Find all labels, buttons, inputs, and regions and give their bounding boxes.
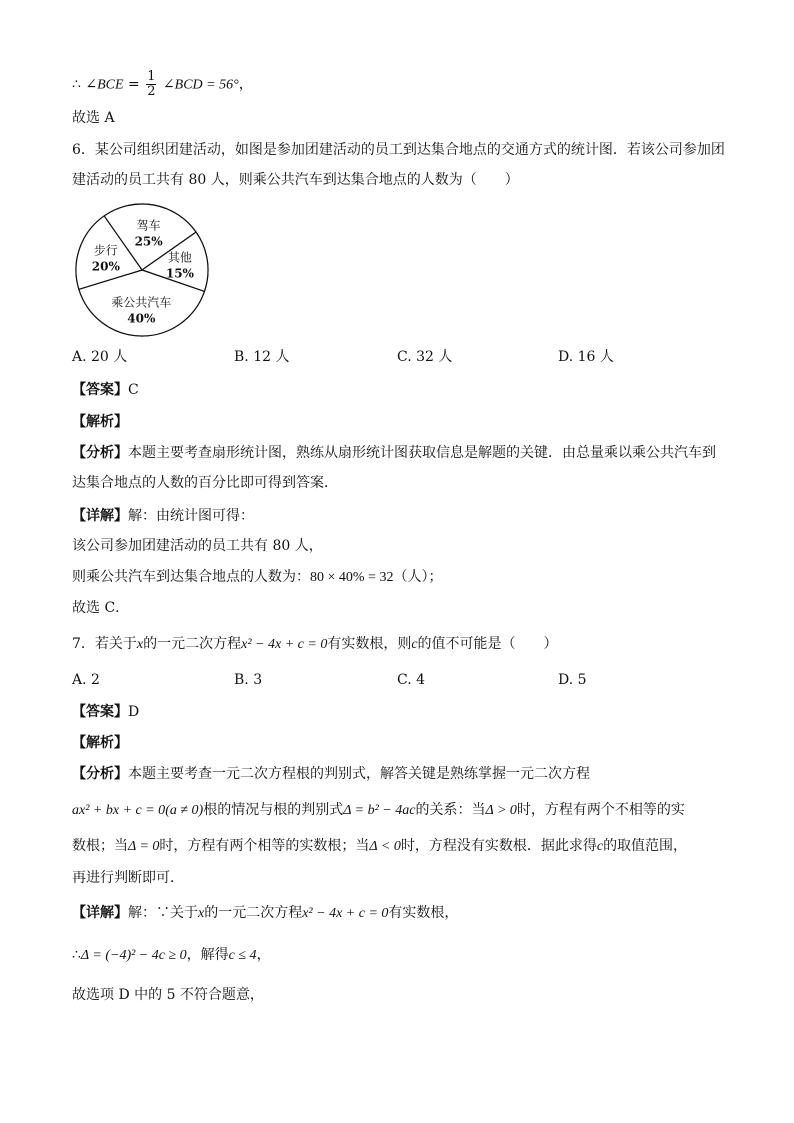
comma: ， bbox=[238, 76, 253, 93]
answer-tag: 【答案】 bbox=[72, 382, 128, 398]
discriminant-calc: Δ = (−4)² − 4c ≥ 0 bbox=[80, 948, 187, 963]
q7-option-d: D. 5 bbox=[558, 672, 587, 688]
q7-fenxi-line3 bbox=[72, 836, 687, 857]
fenxi-tag: 【分析】 bbox=[72, 766, 128, 782]
pie-slice-percent: 40% bbox=[127, 311, 156, 326]
xiangjie-tag: 【详解】 bbox=[72, 508, 128, 524]
angle-bcd: ∠BCD = 56° bbox=[162, 77, 239, 93]
fenxi-text: 数根；当 bbox=[72, 838, 128, 854]
q7-stem-text: 的值不可能是（ ） bbox=[417, 636, 558, 652]
pie-slice-label: 其他 bbox=[167, 250, 192, 265]
var-x: x bbox=[198, 906, 205, 921]
q7-xiangjie-line2 bbox=[72, 945, 271, 966]
fraction-numerator: 1 bbox=[147, 69, 156, 84]
q7-xiangjie-line1 bbox=[72, 903, 458, 924]
fenxi-tag: 【分析】 bbox=[72, 445, 128, 461]
var-x: x bbox=[136, 637, 144, 652]
q6-option-a: A. 20 人 bbox=[72, 349, 128, 365]
q7-conclusion: 故选项 D 中的 5 不符合题意， bbox=[72, 987, 264, 1003]
q6-xiangjie-line2: 该公司参加团建活动的员工共有 80 人， bbox=[72, 538, 323, 554]
q6-choice-line: 故选 C． bbox=[72, 600, 130, 616]
xiangjie-text: 解：∵关于 bbox=[128, 905, 198, 921]
q6-fenxi-line1 bbox=[72, 443, 716, 463]
fenxi-text: 本题主要考查一元二次方程根的判别式，解答关键是熟练掌握一元二次方程 bbox=[128, 766, 590, 782]
q7-stem bbox=[72, 634, 558, 655]
xiangjie-text: ， bbox=[256, 947, 271, 963]
xiangjie-text: 有实数根， bbox=[388, 905, 459, 921]
q6-stem-line1: 6．某公司组织团建活动，如图是参加团建活动的员工到达集合地点的交通方式的统计图．若该公司参加团 bbox=[72, 142, 725, 158]
var-c: c bbox=[596, 839, 604, 854]
fenxi-text: 的取值范围， bbox=[603, 838, 688, 854]
q6-fenxi-line2: 达集合地点的人数的百分比即可得到答案． bbox=[72, 475, 338, 491]
q6-stem-line2: 建活动的员工共有 80 人，则乘公共汽车到达集合地点的人数为（ ） bbox=[72, 172, 519, 188]
q6-xiangjie-line1 bbox=[72, 506, 254, 526]
xiangjie-text: 则乘公共汽车到达集合地点的人数为： bbox=[72, 569, 310, 585]
q7-analysis-tag: 【解析】 bbox=[72, 735, 128, 751]
pie-slice-percent: 25% bbox=[134, 234, 163, 249]
q7-option-c: C. 4 bbox=[397, 672, 426, 688]
discriminant: Δ = b² − 4ac bbox=[343, 803, 416, 818]
pie-slice-percent: 15% bbox=[165, 266, 194, 281]
xiangjie-text: 解：由统计图可得： bbox=[128, 508, 254, 524]
fenxi-text: 时，方程没有实数根．据此求得 bbox=[400, 838, 597, 854]
quadratic-equation: x² − 4x + c = 0 bbox=[302, 906, 389, 921]
q7-stem-text: 有实数根，则 bbox=[327, 636, 412, 652]
fraction-denominator: 2 bbox=[147, 84, 156, 99]
delta-zero: Δ = 0 bbox=[128, 839, 160, 854]
q6-option-d: D. 16 人 bbox=[558, 349, 614, 365]
q7-fenxi-line4: 再进行判断即可． bbox=[72, 870, 184, 886]
delta-positive: Δ > 0 bbox=[485, 803, 517, 818]
q6-option-c: C. 32 人 bbox=[397, 349, 453, 365]
q7-stem-text: 的一元二次方程 bbox=[143, 636, 242, 652]
quadratic-equation: x² − 4x + c = 0 bbox=[241, 637, 328, 652]
angle-bce: ∠BCE bbox=[85, 77, 124, 93]
therefore-symbol: ∴ bbox=[72, 76, 81, 93]
xiangjie-tag: 【详解】 bbox=[72, 905, 128, 921]
q7-fenxi-line2 bbox=[72, 800, 685, 821]
fenxi-text: 根的情况与根的判别式 bbox=[203, 802, 344, 818]
answer-tag: 【答案】 bbox=[72, 704, 128, 720]
answer-value: C bbox=[128, 382, 139, 398]
pie-slice-label: 乘公共汽车 bbox=[111, 295, 172, 310]
general-quadratic: ax² + bx + c = 0 bbox=[72, 803, 166, 818]
fenxi-text: 时，方程有两个相等的实数根；当 bbox=[159, 838, 370, 854]
therefore-symbol: ∴ bbox=[72, 947, 81, 963]
fenxi-text: 时，方程有两个不相等的实 bbox=[516, 802, 685, 818]
equals-sign: = bbox=[128, 76, 140, 93]
fenxi-text: 的关系：当 bbox=[415, 802, 486, 818]
q7-stem-text: 7．若关于 bbox=[72, 636, 137, 652]
q6-xiangjie-line3 bbox=[72, 567, 442, 588]
nonzero-condition: (a ≠ 0) bbox=[165, 803, 204, 818]
xiangjie-text: 的一元二次方程 bbox=[204, 905, 303, 921]
var-c: c bbox=[411, 637, 418, 652]
xiangjie-text: ，解得 bbox=[186, 947, 229, 963]
calc-expression: 80 × 40% = 32（人）； bbox=[310, 570, 443, 585]
delta-negative: Δ < 0 bbox=[369, 839, 401, 854]
q7-option-a: A. 2 bbox=[72, 672, 100, 688]
pie-slice-label: 驾车 bbox=[136, 218, 161, 233]
equation-line bbox=[72, 70, 253, 99]
q7-answer-line bbox=[72, 702, 139, 722]
fenxi-text: 本题主要考查扇形统计图，熟练从扇形统计图获取信息是解题的关键．由总量乘以乘公共汽车到 bbox=[128, 445, 716, 461]
pie-slice-percent: 20% bbox=[91, 259, 120, 274]
pie-slice-label: 步行 bbox=[93, 243, 118, 258]
pie-chart bbox=[72, 200, 212, 340]
q6-option-b: B. 12 人 bbox=[234, 349, 290, 365]
c-range: c ≤ 4 bbox=[228, 948, 257, 963]
fraction-half bbox=[146, 70, 156, 99]
q6-answer-line bbox=[72, 380, 139, 400]
q6-analysis-tag: 【解析】 bbox=[72, 414, 128, 430]
q7-option-b: B. 3 bbox=[234, 672, 263, 688]
answer-value: D bbox=[128, 704, 140, 720]
choice-line: 故选 A bbox=[72, 110, 115, 126]
q7-fenxi-line1 bbox=[72, 764, 590, 784]
